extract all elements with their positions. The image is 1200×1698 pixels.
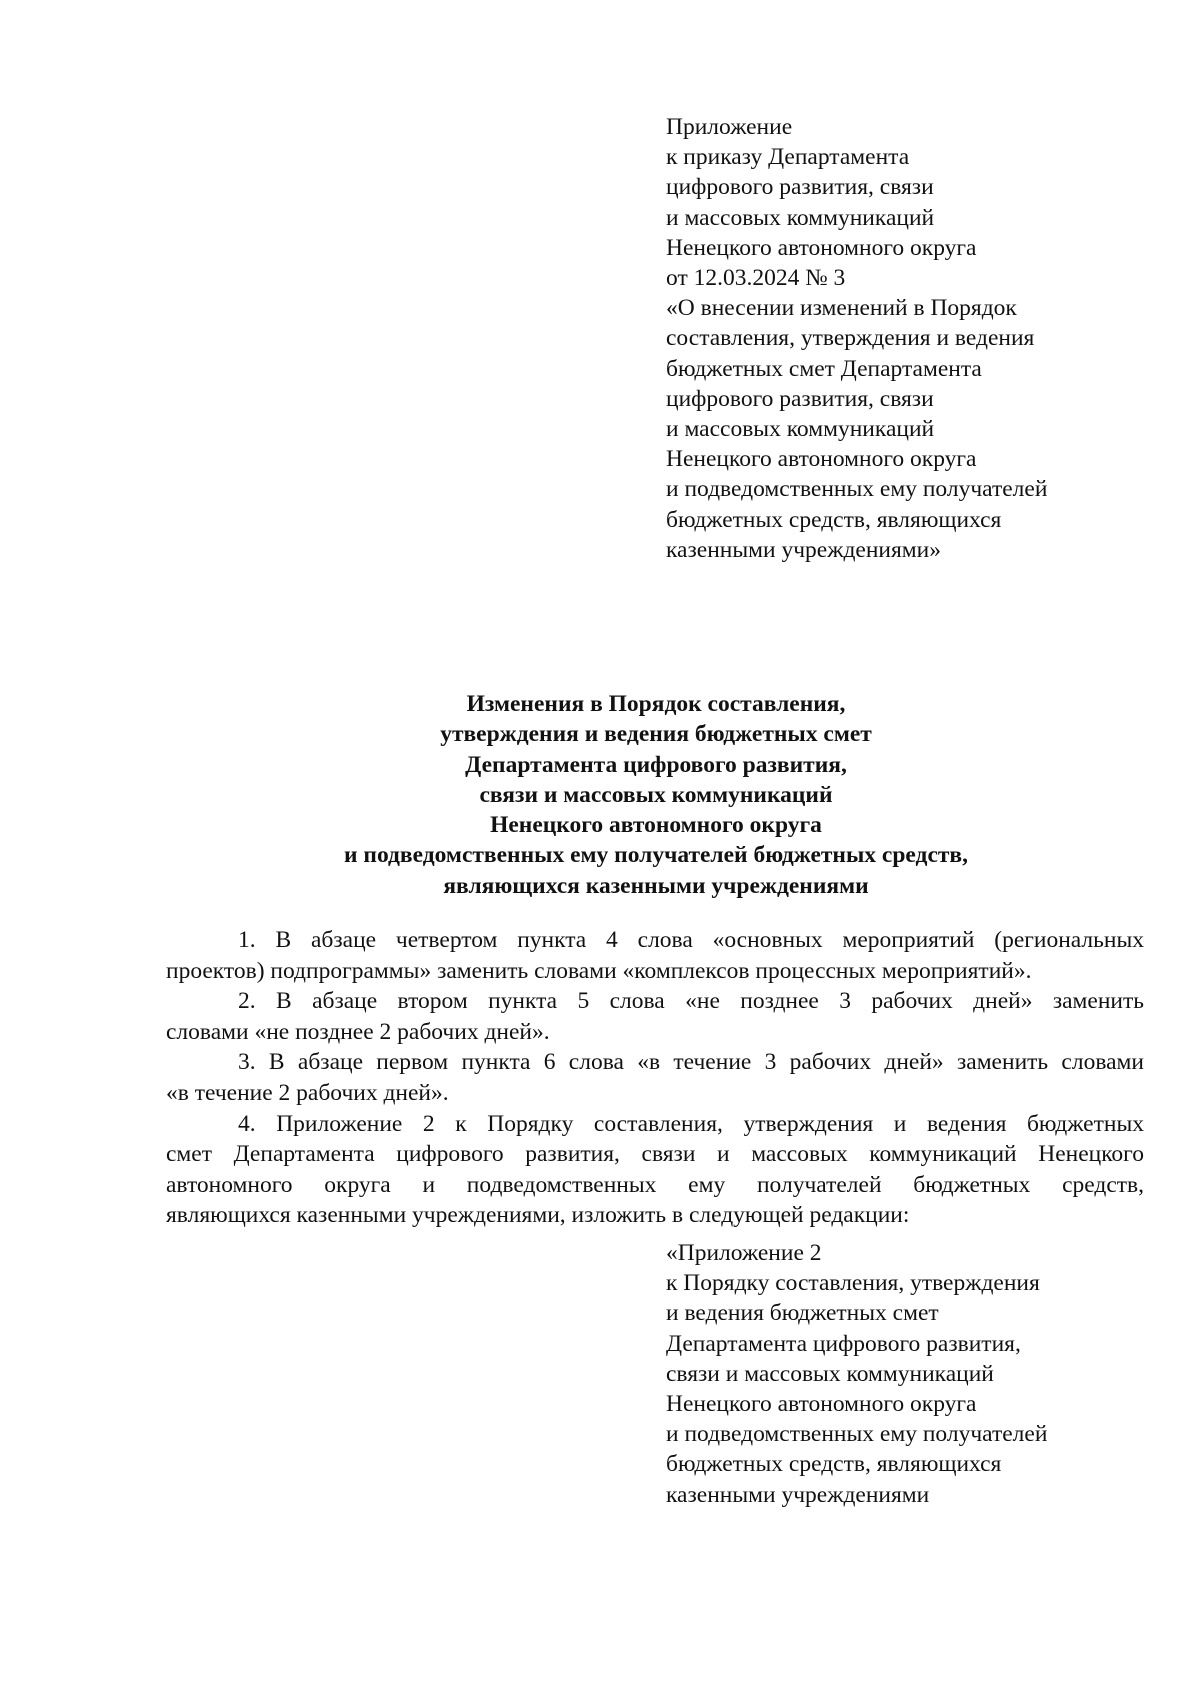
title-line: Изменения в Порядок составления, [466, 691, 846, 717]
appendix-header-line: цифрового развития, связи [666, 174, 934, 201]
title-line: связи и массовых коммуникаций [479, 781, 833, 808]
appendix-header-line: цифрового развития, связи [666, 385, 934, 412]
appendix-header-line: Приложение [666, 114, 793, 140]
appendix2-header-line: «Приложение 2 [666, 1240, 822, 1266]
paragraph-line: 1. В абзаце четвертом пункта 4 слова «основных мероприятий (региональных [238, 927, 1144, 953]
paragraph-line: 2. В абзаце втором пункта 5 слова «не позднее 3 рабочих дней» заменить [238, 988, 1144, 1015]
paragraph-line: проектов) подпрограммы» заменить словами «комплексов процессных мероприятий». [166, 957, 1032, 984]
document-title [150, 689, 1162, 901]
paragraph-line: смет Департамента цифрового развития, связи и массовых коммуникаций Ненецкого [166, 1141, 1144, 1168]
appendix2-header-line: Департамента цифрового развития, [666, 1330, 1021, 1357]
appendix-header-line: казенными учреждениями» [666, 536, 942, 563]
title-line: Департамента цифрового развития, [465, 751, 847, 778]
title-line: утверждения и ведения бюджетных смет [440, 721, 872, 748]
paragraph-line: являющихся казенными учреждениями, изложить в следующей редакции: [166, 1202, 910, 1229]
paragraph-1 [166, 925, 1144, 986]
appendix-header-line: составления, утверждения и ведения [666, 325, 1035, 352]
appendix2-header [666, 1238, 1146, 1510]
appendix-header-line: к приказу Департамента [666, 144, 910, 171]
appendix-header-line: и массовых коммуникаций [666, 416, 935, 443]
paragraph-line: «в течение 2 рабочих дней». [166, 1079, 449, 1106]
appendix2-header-line: и ведения бюджетных смет [666, 1300, 939, 1327]
paragraph-3 [166, 1047, 1144, 1108]
paragraph-line: 3. В абзаце первом пункта 6 слова «в течение 3 рабочих дней» заменить словами [238, 1049, 1144, 1076]
title-line: являющихся казенными учреждениями [443, 872, 869, 899]
appendix-header-line: бюджетных средств, являющихся [666, 506, 1002, 533]
paragraph-line: автономного округа и подведомственных ему получателей бюджетных средств, [166, 1171, 1144, 1198]
appendix-header [666, 112, 1146, 565]
paragraph-4 [166, 1109, 1144, 1231]
document-body [166, 925, 1144, 1231]
title-line: Ненецкого автономного округа [490, 812, 822, 839]
appendix-header-line: от 12.03.2024 № 3 [666, 265, 846, 292]
appendix2-header-line: Ненецкого автономного округа [666, 1391, 977, 1418]
title-line: и подведомственных ему получателей бюджетных средств, [344, 842, 968, 869]
paragraph-2 [166, 986, 1144, 1047]
appendix2-header-line: связи и массовых коммуникаций [666, 1360, 994, 1387]
paragraph-line: 4. Приложение 2 к Порядку составления, утверждения и ведения бюджетных [238, 1110, 1144, 1137]
appendix2-header-line: к Порядку составления, утверждения [666, 1270, 1040, 1297]
appendix2-header-line: бюджетных средств, являющихся [666, 1451, 1002, 1478]
appendix2-header-line: и подведомственных ему получателей [666, 1421, 1048, 1448]
appendix-header-line: бюджетных смет Департамента [666, 355, 982, 382]
appendix-header-line: «О внесении изменений в Порядок [666, 295, 1017, 322]
appendix-header-line: Ненецкого автономного округа [666, 234, 977, 261]
appendix2-header-line: казенными учреждениями [666, 1481, 930, 1508]
appendix-header-line: и подведомственных ему получателей [666, 476, 1048, 503]
appendix-header-line: Ненецкого автономного округа [666, 446, 977, 473]
appendix-header-line: и массовых коммуникаций [666, 204, 935, 231]
paragraph-line: словами «не позднее 2 рабочих дней». [166, 1018, 550, 1045]
